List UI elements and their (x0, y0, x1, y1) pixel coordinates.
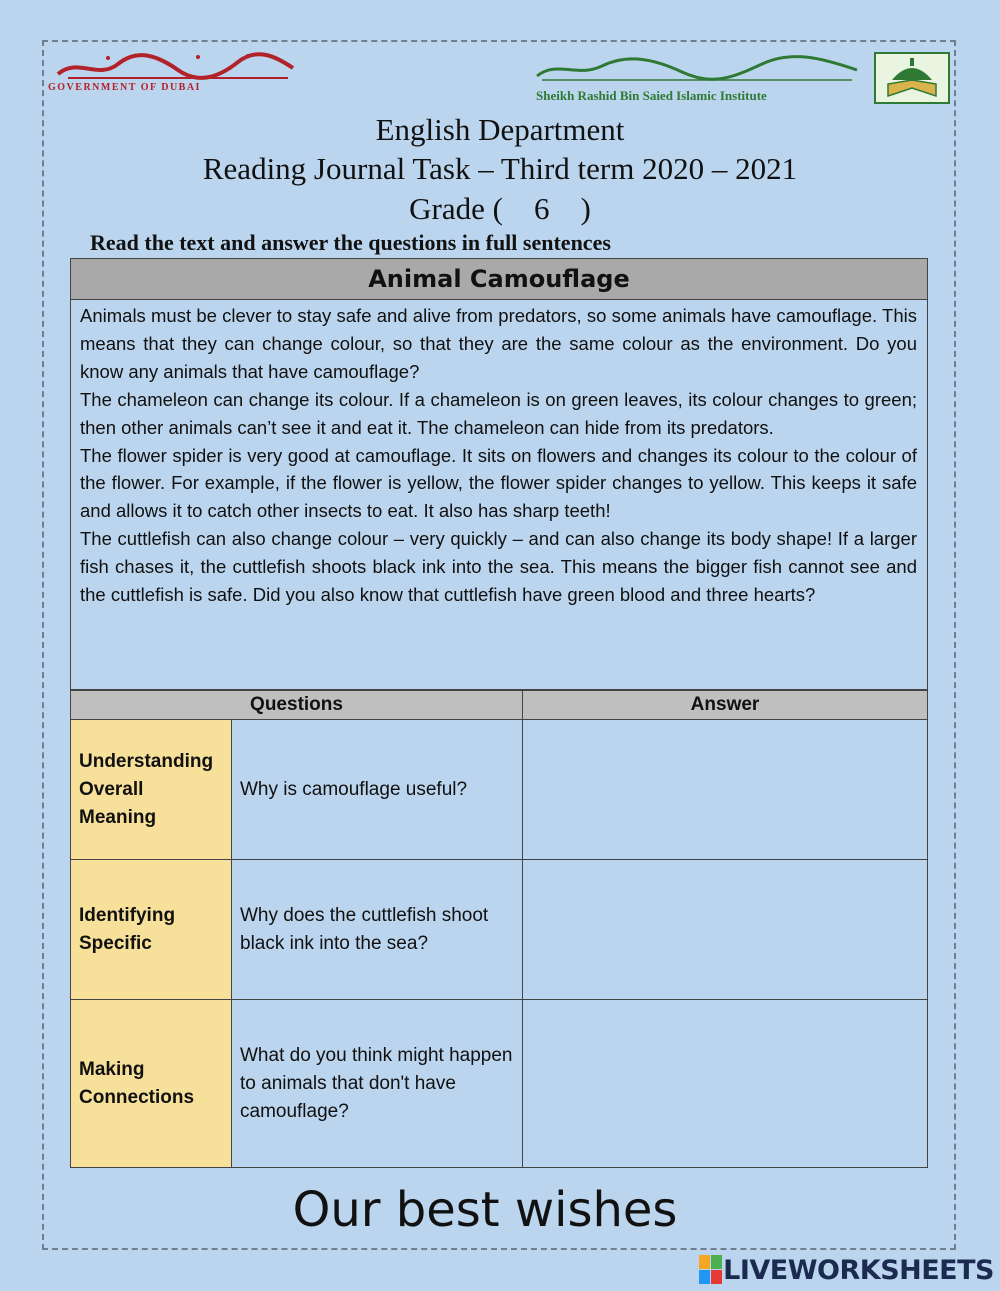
table-header-row (71, 691, 928, 720)
table-row (71, 860, 928, 1000)
question-cell: What do you think might happen to animals that don't have camouflage? (232, 1000, 523, 1168)
instruction-text: Read the text and answer the questions in full sentences (90, 230, 611, 255)
logo-left-caption: GOVERNMENT OF DUBAI (48, 82, 201, 93)
arabic-calligraphy-icon (48, 52, 298, 82)
mosque-book-icon (874, 52, 950, 104)
grade-heading: Grade ( 6 ) (409, 191, 591, 226)
skill-cell: Making Connections (71, 1000, 232, 1168)
passage-paragraph: The flower spider is very good at camouflage. It sits on flowers and changes its colour to the colour of the flower. For example, if the flower is yellow, the flower spider changes to yellow. This keeps it safe and allows it to catch other insects to eat. It also has sharp teeth! (80, 444, 917, 522)
passage-paragraph: Animals must be clever to stay safe and alive from predators, so some animals have camouflage. This means that they can change colour, so that they are the same colour as the environment. Do you know any animals that have camouflage? (80, 305, 917, 382)
government-of-dubai-logo (48, 52, 298, 98)
question-cell: Why does the cuttlefish shoot black ink into the sea? (232, 860, 523, 1000)
best-wishes-text: Our best wishes (292, 1182, 678, 1238)
liveworksheets-logo (699, 1253, 994, 1287)
liveworksheets-icon (699, 1255, 723, 1285)
question-cell: Why is camouflage useful? (232, 720, 523, 860)
answer-input[interactable] (523, 1000, 928, 1168)
skill-cell: Identifying Specific (71, 860, 232, 1000)
questions-header: Questions (71, 691, 523, 720)
liveworksheets-brand: LIVEWORKSHEETS (723, 1254, 994, 1286)
passage-paragraph: The cuttlefish can also change colour – very quickly – and can also change its body shape! If a larger fish chases it, the cuttlefish shoots black ink into the sea. This means the bigger fish cannot see and the cuttlefish is safe. Did you also know that cuttlefish have green blood and three hearts? (80, 528, 917, 606)
logo-right-caption: Sheikh Rashid Bin Saied Islamic Institute (536, 88, 767, 103)
answer-input[interactable] (523, 720, 928, 860)
department-heading: English Department (375, 112, 625, 147)
table-row (71, 720, 928, 860)
task-heading: Reading Journal Task – Third term 2020 – 2021 (202, 151, 798, 186)
answer-header: Answer (523, 691, 928, 720)
institute-logo (532, 52, 950, 104)
passage-paragraph: The chameleon can change its colour. If a chameleon is on green leaves, its colour changes to green; then other animals can’t see it and eat it. The chameleon can hide from its predators. (80, 388, 917, 438)
skill-cell: Understanding Overall Meaning (71, 720, 232, 860)
questions-table (70, 690, 928, 1168)
passage-title: Animal Camouflage (71, 259, 927, 300)
table-row (71, 1000, 928, 1168)
passage-body (71, 300, 927, 609)
reading-passage (70, 258, 928, 690)
arabic-calligraphy-icon (532, 52, 862, 84)
answer-input[interactable] (523, 860, 928, 1000)
